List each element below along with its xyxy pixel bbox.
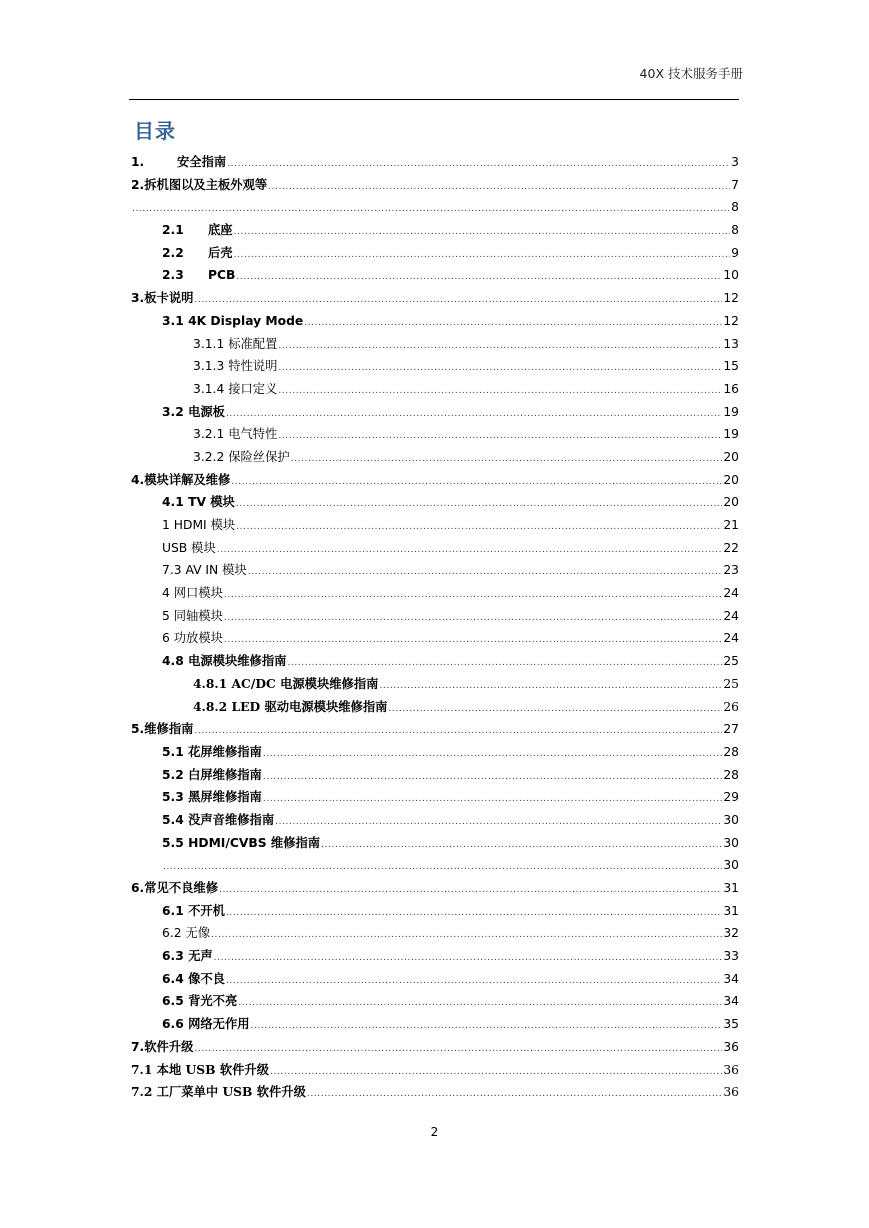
toc-entry-page: 9 (731, 245, 739, 260)
toc-entry[interactable] (131, 514, 739, 537)
toc-entry[interactable] (131, 333, 739, 356)
toc-entry-label: 4.8.1 AC/DC 电源模块维修指南 (193, 675, 379, 691)
toc-entry-page: 29 (723, 790, 739, 805)
toc-leader (278, 355, 722, 380)
toc-leader (234, 242, 731, 267)
toc-entry-label: 2.拆机图以及主板外观等 (131, 177, 268, 192)
toc-entry-label: 后壳 (208, 245, 233, 260)
toc-entry-label: 1 HDMI 模块 (162, 518, 236, 532)
toc-entry-page: 30 (723, 835, 739, 850)
toc-entry[interactable] (131, 582, 739, 605)
toc-entry-label: 3.1.3 特性说明 (193, 359, 278, 374)
toc-entry-label: 7.2 工厂菜单中 USB 软件升级 (131, 1084, 306, 1100)
toc-leader (278, 378, 722, 403)
toc-leader (214, 945, 723, 970)
toc-entry-label: 7.1 本地 USB 软件升级 (131, 1061, 270, 1077)
toc-leader (194, 287, 722, 312)
toc-entry-page: 19 (723, 404, 739, 419)
toc-entry-label: 3.2 电源板 (162, 404, 225, 419)
toc-entry-label: 7.3 AV IN 模块 (162, 563, 247, 578)
toc-leader (226, 401, 722, 426)
toc-entry[interactable] (131, 922, 739, 945)
toc-leader (211, 922, 722, 947)
toc-entry-page: 30 (723, 812, 739, 827)
toc-entry[interactable] (131, 673, 739, 696)
toc-entry-page: 36 (723, 1085, 739, 1100)
toc-entry-number: 2.3 (162, 268, 184, 283)
toc-entry[interactable] (131, 741, 739, 764)
toc-leader (219, 877, 722, 902)
toc-leader (132, 196, 730, 221)
toc-entry-page: 23 (723, 563, 739, 578)
toc-entry-label: 6.4 像不良 (162, 971, 225, 986)
toc-entry[interactable] (131, 287, 739, 310)
toc-entry-page: 8 (731, 223, 739, 238)
toc-entry[interactable] (131, 990, 739, 1013)
toc-leader (304, 310, 722, 335)
toc-leader (231, 469, 722, 494)
toc-entry[interactable] (131, 718, 739, 741)
toc-entry-page: 24 (723, 608, 739, 623)
running-header: 40X 技术服务手册 (639, 66, 743, 81)
toc-leader (263, 741, 722, 766)
toc-leader (275, 809, 722, 834)
header-rule (129, 99, 739, 100)
toc-entry[interactable] (131, 310, 739, 333)
toc-leader (236, 514, 722, 539)
toc-entry-label: 3.1.1 标准配置 (193, 336, 278, 351)
toc-leader (236, 491, 722, 516)
toc-leader (224, 605, 722, 630)
toc-entry[interactable] (131, 151, 739, 174)
toc-entry[interactable] (131, 219, 739, 242)
toc-entry[interactable] (131, 1081, 739, 1104)
toc-entry[interactable] (131, 423, 739, 446)
toc-entry-number: 2.2 (162, 245, 184, 260)
toc-entry[interactable] (131, 968, 739, 991)
toc-entry-page: 20 (723, 449, 739, 464)
toc-entry-label: 5 同轴模块 (162, 608, 223, 623)
toc-entry[interactable] (131, 627, 739, 650)
toc-leader (217, 537, 723, 562)
toc-entry-page: 28 (723, 744, 739, 759)
toc-entry-page: 8 (731, 200, 739, 215)
toc-entry[interactable] (131, 945, 739, 968)
toc-entry-label: 6.1 不开机 (162, 903, 225, 918)
toc-entry[interactable] (131, 696, 739, 719)
toc-entry-label: 5.2 白屏维修指南 (162, 767, 262, 782)
toc-leader (263, 786, 722, 811)
toc-entry-number: 2.1 (162, 223, 184, 238)
toc-entry-label: 4.8 电源模块维修指南 (162, 654, 287, 669)
toc-leader (227, 151, 730, 176)
toc-entry-page: 28 (723, 767, 739, 782)
toc-entry-page: 34 (723, 994, 739, 1009)
toc-entry[interactable] (131, 469, 739, 492)
toc-entry-page: 12 (723, 313, 739, 328)
page-number: 2 (430, 1125, 439, 1139)
toc-entry-page: 16 (723, 381, 739, 396)
toc-entry-page: 7 (731, 177, 739, 192)
toc-entry-page: 24 (723, 631, 739, 646)
toc-entry-label: 底座 (208, 223, 233, 238)
toc-leader (194, 718, 722, 743)
toc-entry-page: 33 (723, 949, 739, 964)
toc-leader (278, 423, 722, 448)
toc-entry[interactable] (131, 1059, 739, 1082)
toc-entry[interactable] (131, 264, 739, 287)
toc-entry-page: 25 (723, 654, 739, 669)
toc-entry-page: 10 (723, 268, 739, 283)
toc-entry-page: 36 (723, 1039, 739, 1054)
toc-leader (226, 968, 722, 993)
toc-leader (163, 854, 722, 879)
toc-entry-label: 3.1 4K Display Mode (162, 313, 304, 328)
toc-entry-number: 1. (131, 155, 145, 169)
toc-entry[interactable] (131, 832, 739, 855)
toc-entry-page: 24 (723, 586, 739, 601)
toc-leader (379, 673, 722, 698)
toc-entry-page: 21 (723, 518, 739, 532)
toc-entry-label: 4 网口模块 (162, 586, 223, 601)
toc-entry-label: 5.5 HDMI/CVBS 维修指南 (162, 835, 321, 850)
toc-leader (226, 900, 722, 925)
toc-entry-page: 22 (723, 540, 739, 555)
toc-entry-page: 20 (723, 495, 739, 510)
toc-entry[interactable] (131, 242, 739, 265)
toc-leader (234, 219, 731, 244)
toc-entry[interactable] (131, 196, 739, 219)
toc-entry[interactable] (131, 786, 739, 809)
toc-leader (236, 264, 722, 289)
toc-entry-page: 27 (723, 722, 739, 737)
toc-entry-label: USB 模块 (162, 540, 216, 555)
toc-entry[interactable] (131, 650, 739, 673)
toc-entry-label: 6.6 网络无作用 (162, 1017, 250, 1032)
toc-entry-page: 30 (723, 858, 739, 873)
toc-entry-page: 13 (723, 336, 739, 351)
toc-entry-page: 31 (723, 903, 739, 918)
toc-entry-label: 6.2 无像 (162, 926, 211, 941)
toc-entry-page: 19 (723, 427, 739, 442)
toc-entry-label: 3.2.2 保险丝保护 (193, 449, 290, 464)
toc-entry-label: 4.8.2 LED 驱动电源模块维修指南 (193, 698, 388, 714)
toc-entry-label: 5.4 没声音维修指南 (162, 812, 275, 827)
toc-entry[interactable] (131, 355, 739, 378)
toc-entry[interactable] (131, 174, 739, 197)
toc-leader (263, 764, 722, 789)
toc-entry-page: 35 (723, 1017, 739, 1032)
toc-leader (287, 650, 722, 675)
toc-leader (307, 1081, 722, 1106)
toc-leader (248, 559, 723, 584)
toc-entry-page: 31 (723, 881, 739, 895)
toc-entry-label: 4.模块详解及维修 (131, 472, 231, 487)
toc-entry-page: 26 (723, 699, 739, 714)
toc-entry-label: 6.5 背光不亮 (162, 994, 238, 1009)
toc-entry-page: 36 (723, 1062, 739, 1077)
toc-entry-label: 4.1 TV 模块 (162, 495, 235, 510)
toc-entry-page: 3 (731, 155, 739, 169)
toc-entry-page: 25 (723, 676, 739, 691)
toc-entry-label: 6 功放模块 (162, 631, 223, 646)
toc-entry[interactable] (131, 537, 739, 560)
toc-leader (321, 832, 722, 857)
toc-entry[interactable] (131, 1013, 739, 1036)
toc-entry-label: 3.板卡说明 (131, 291, 194, 306)
toc-leader (270, 1059, 722, 1084)
toc-entry-page: 32 (723, 926, 739, 941)
toc-entry-label: 6.3 无声 (162, 949, 213, 964)
toc-leader (268, 174, 730, 199)
toc-entry[interactable] (131, 877, 739, 900)
toc-leader (224, 582, 722, 607)
toc-entry[interactable] (131, 809, 739, 832)
toc-entry-label: 3.2.1 电气特性 (193, 427, 278, 442)
toc-entry-label: PCB (208, 268, 236, 283)
table-of-contents (131, 151, 739, 1104)
toc-entry[interactable] (131, 491, 739, 514)
toc-leader (291, 446, 723, 471)
toc-entry-label: 5.3 黑屏维修指南 (162, 790, 262, 805)
toc-entry[interactable] (131, 446, 739, 469)
toc-entry-label: 3.1.4 接口定义 (193, 381, 278, 396)
toc-entry[interactable] (131, 764, 739, 787)
toc-entry-label: 5.1 花屏维修指南 (162, 744, 262, 759)
toc-entry[interactable] (131, 1036, 739, 1059)
toc-leader (238, 990, 722, 1015)
toc-entry-page: 12 (723, 291, 739, 306)
toc-entry[interactable] (131, 378, 739, 401)
toc-entry-label: 6.常见不良维修 (131, 881, 219, 895)
toc-leader (194, 1036, 722, 1061)
toc-leader (388, 696, 722, 721)
toc-leader (251, 1013, 723, 1038)
toc-entry-page: 20 (723, 472, 739, 487)
toc-entry-label: 安全指南 (177, 155, 227, 169)
toc-entry[interactable] (131, 900, 739, 923)
toc-entry[interactable] (131, 559, 739, 582)
toc-leader (224, 627, 722, 652)
toc-entry[interactable] (131, 854, 739, 877)
toc-entry[interactable] (131, 605, 739, 628)
toc-entry[interactable] (131, 401, 739, 424)
toc-leader (278, 333, 722, 358)
toc-entry-label: 7.软件升级 (131, 1039, 194, 1054)
toc-title: 目录 (134, 119, 176, 143)
toc-entry-page: 15 (723, 359, 739, 374)
toc-entry-page: 34 (723, 971, 739, 986)
toc-entry-label: 5.维修指南 (131, 722, 194, 737)
